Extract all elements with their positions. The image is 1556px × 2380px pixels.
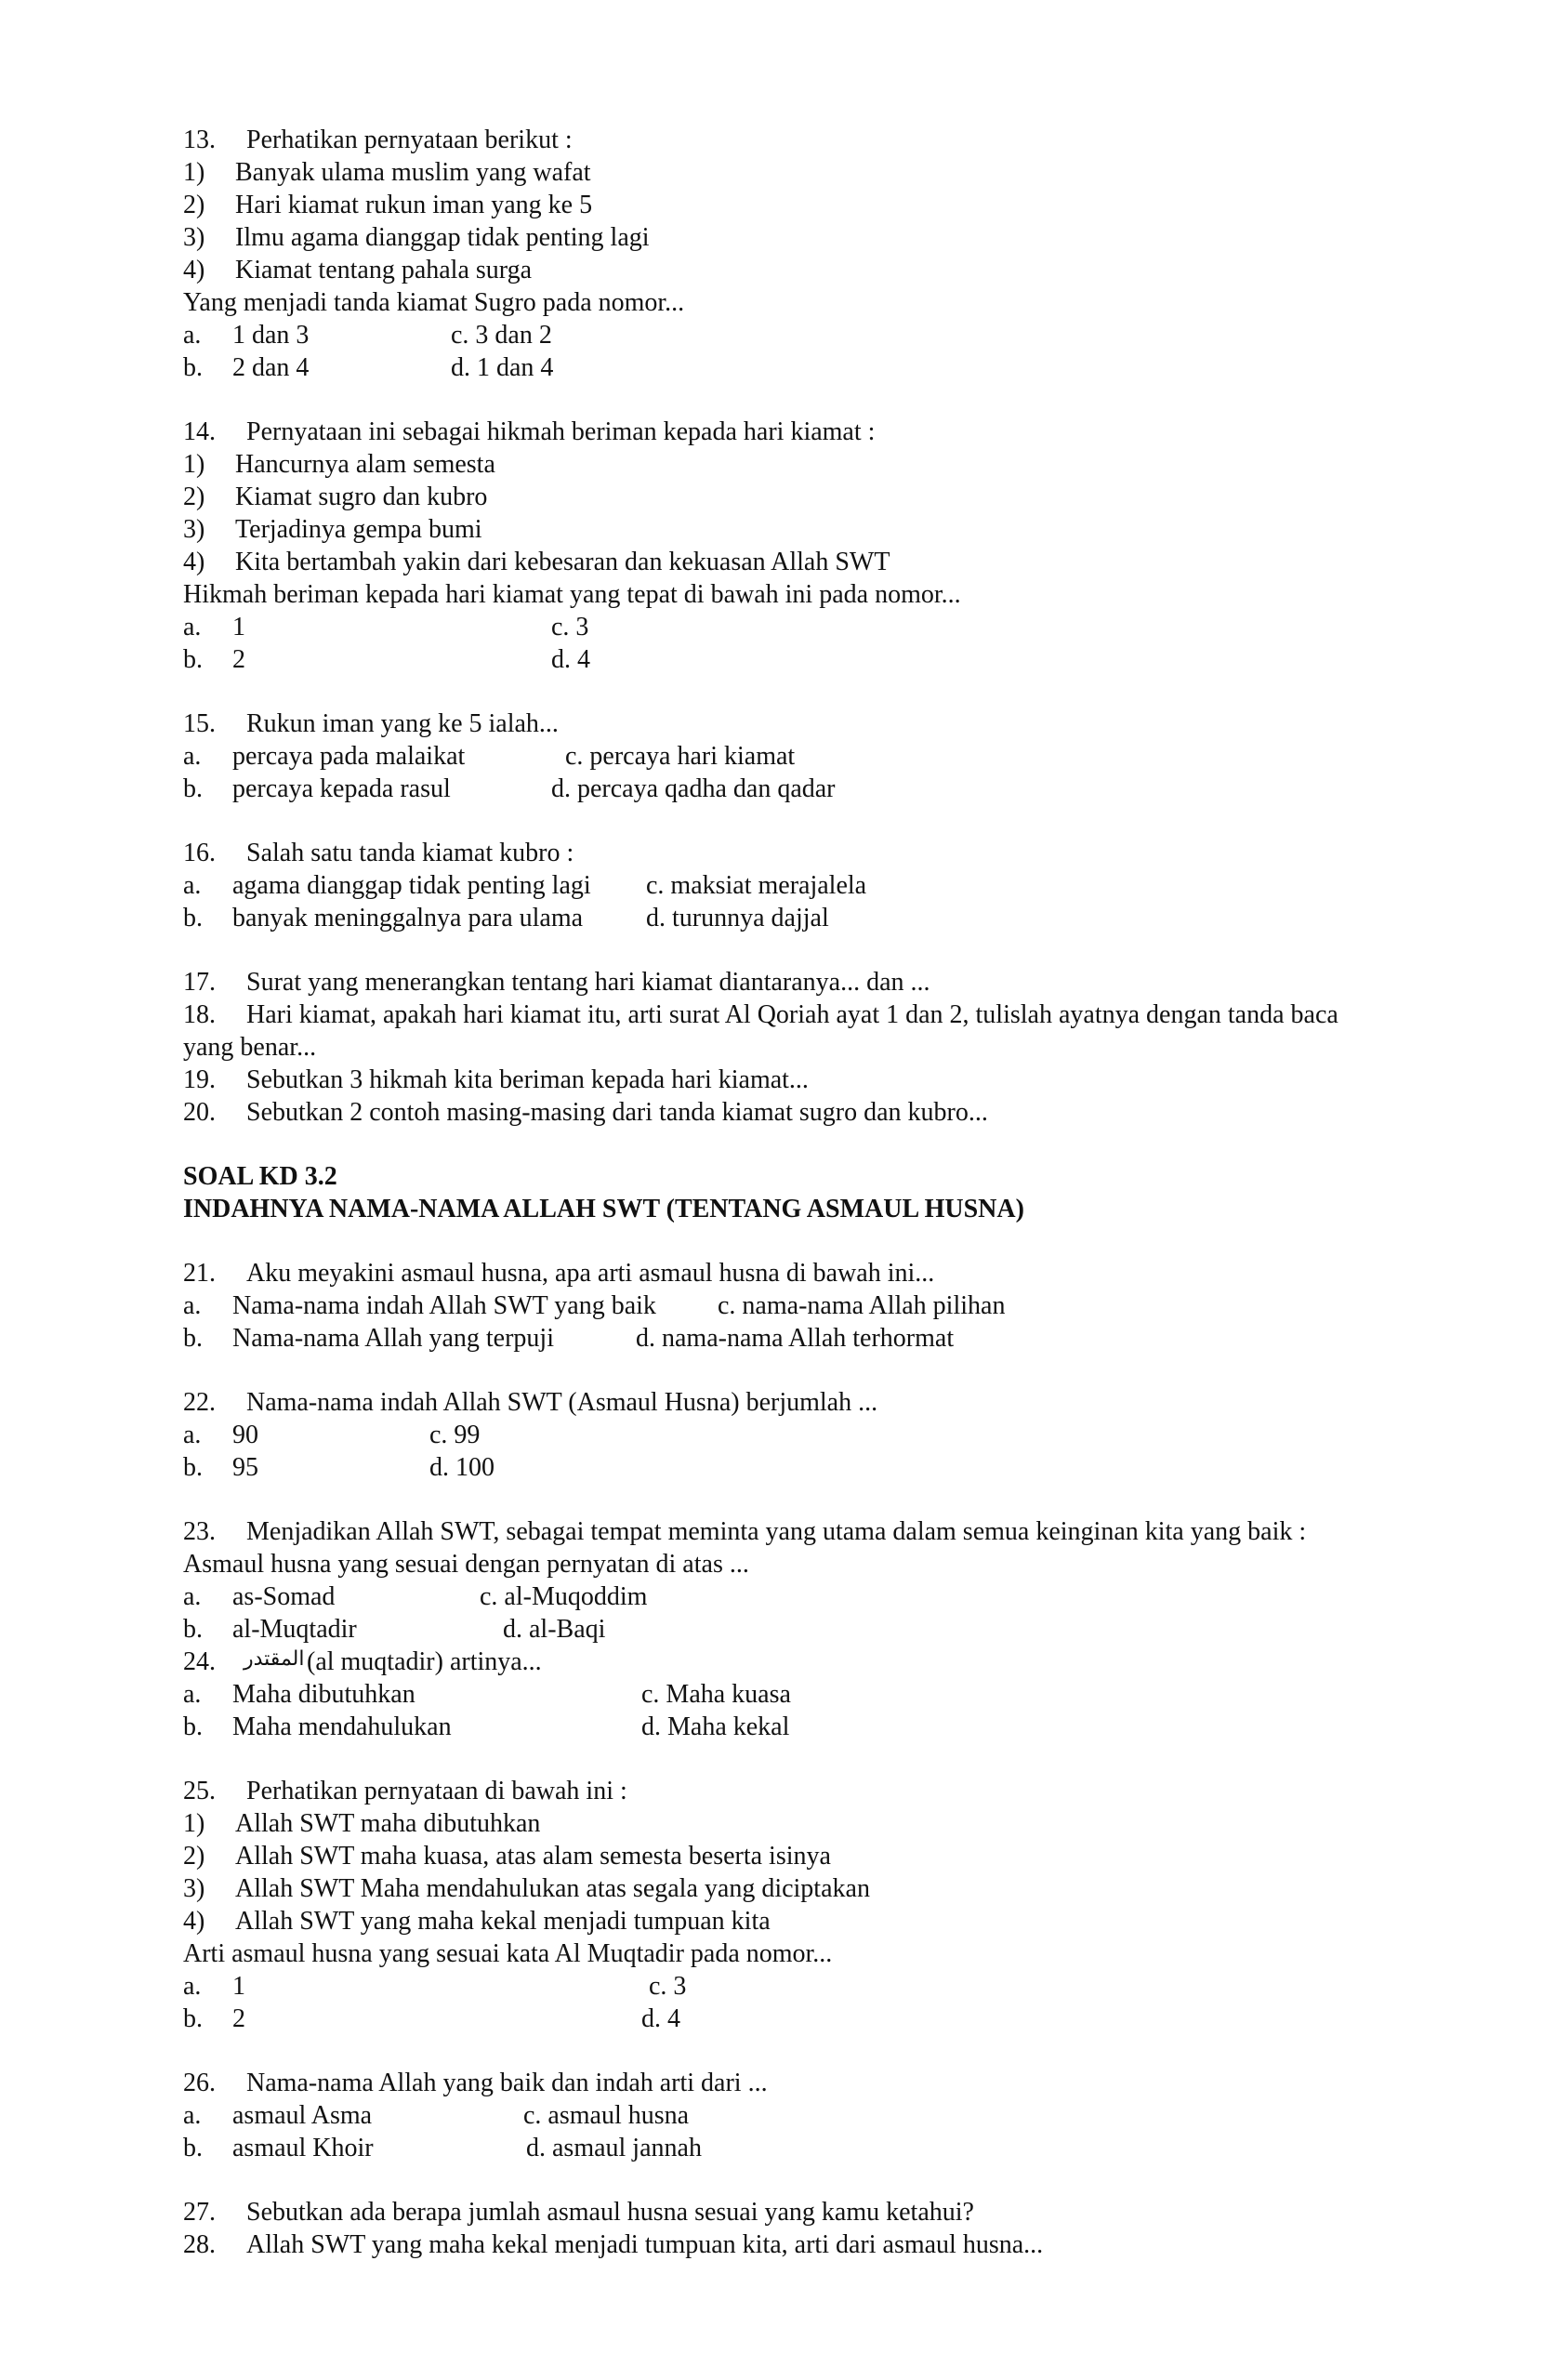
option-letter: a. xyxy=(183,871,202,900)
item-text: Hari kiamat rukun iman yang ke 5 xyxy=(235,191,593,219)
section-subtitle: INDAHNYA NAMA-NAMA ALLAH SWT (TENTANG ASMAUL HUSNA) xyxy=(183,1195,1024,1223)
option-text: 1 xyxy=(232,1972,245,2001)
question-number: 14. xyxy=(183,417,216,446)
option-text: al-Muqtadir xyxy=(232,1615,357,1644)
question-stem: Aku meyakini asmaul husna, apa arti asmaul husna di bawah ini... xyxy=(246,1259,935,1288)
option-text: Nama-nama indah Allah SWT yang baik xyxy=(232,1291,656,1320)
option-text: asmaul Asma xyxy=(232,2101,373,2130)
item-text: Banyak ulama muslim yang wafat xyxy=(235,158,591,187)
option-text: 1 xyxy=(232,613,245,641)
option-text: 2 xyxy=(232,2004,245,2033)
option-text: c. Maha kuasa xyxy=(641,1680,791,1709)
option-text: agama dianggap tidak penting lagi xyxy=(232,871,591,900)
question-number: 20. xyxy=(183,1098,216,1127)
option-text: c. nama-nama Allah pilihan xyxy=(718,1291,1006,1320)
item-text: Kiamat sugro dan kubro xyxy=(235,483,488,511)
option-text: d. nama-nama Allah terhormat xyxy=(636,1324,955,1353)
option-letter: b. xyxy=(183,904,203,932)
option-letter: b. xyxy=(183,774,203,803)
question-stem: Menjadikan Allah SWT, sebagai tempat meminta yang utama dalam semua keinginan kita yang baik : xyxy=(246,1517,1307,1546)
item-text: Ilmu agama dianggap tidak penting lagi xyxy=(235,223,650,252)
item-text: Allah SWT maha kuasa, atas alam semesta beserta isinya xyxy=(235,1842,831,1871)
section-title: SOAL KD 3.2 xyxy=(183,1162,337,1191)
option-text: Maha mendahulukan xyxy=(232,1712,452,1741)
question-number: 19. xyxy=(183,1065,216,1094)
question-stem: Perhatikan pernyataan berikut : xyxy=(246,126,573,154)
option-text: c. al-Muqoddim xyxy=(480,1582,648,1611)
option-letter: b. xyxy=(183,1453,203,1482)
question-number: 26. xyxy=(183,2069,216,2097)
question-stem: Allah SWT yang maha kekal menjadi tumpuan kita, arti dari asmaul husna... xyxy=(246,2230,1044,2259)
question-stem: Nama-nama Allah yang baik dan indah arti dari ... xyxy=(246,2069,768,2097)
item-number: 3) xyxy=(183,1874,205,1903)
question-prompt: Yang menjadi tanda kiamat Sugro pada nomor... xyxy=(183,288,685,317)
item-number: 2) xyxy=(183,1842,205,1871)
option-text: d. 1 dan 4 xyxy=(451,353,554,382)
option-text: c. percaya hari kiamat xyxy=(565,742,796,771)
item-number: 1) xyxy=(183,450,205,479)
option-text: 2 dan 4 xyxy=(232,353,310,382)
question-number: 18. xyxy=(183,1000,216,1029)
option-text: d. percaya qadha dan qadar xyxy=(551,774,836,803)
question-stem: Pernyataan ini sebagai hikmah beriman kepada hari kiamat : xyxy=(246,417,876,446)
question-number: 17. xyxy=(183,968,216,997)
question-stem: Sebutkan 3 hikmah kita beriman kepada hari kiamat... xyxy=(246,1065,809,1094)
option-letter: b. xyxy=(183,1712,203,1741)
option-text: d. Maha kekal xyxy=(641,1712,790,1741)
question-number: 24. xyxy=(183,1647,216,1676)
item-number: 2) xyxy=(183,191,205,219)
option-text: as-Somad xyxy=(232,1582,336,1611)
question-number: 28. xyxy=(183,2230,216,2259)
option-text: 95 xyxy=(232,1453,258,1482)
option-letter: b. xyxy=(183,1324,203,1353)
item-number: 2) xyxy=(183,483,205,511)
option-text: d. 4 xyxy=(641,2004,680,2033)
option-text: c. 3 xyxy=(551,613,589,641)
option-letter: a. xyxy=(183,1291,202,1320)
option-text: Nama-nama Allah yang terpuji xyxy=(232,1324,554,1353)
option-letter: a. xyxy=(183,1972,202,2001)
item-text: Hancurnya alam semesta xyxy=(235,450,495,479)
option-text: 90 xyxy=(232,1421,258,1449)
option-letter: a. xyxy=(183,1680,202,1709)
option-text: c. 99 xyxy=(429,1421,481,1449)
option-text: percaya kepada rasul xyxy=(232,774,451,803)
option-letter: a. xyxy=(183,613,202,641)
question-number: 21. xyxy=(183,1259,216,1288)
question-number: 27. xyxy=(183,2198,216,2227)
question-stem: Nama-nama indah Allah SWT (Asmaul Husna) berjumlah ... xyxy=(246,1388,878,1417)
item-text: Kiamat tentang pahala surga xyxy=(235,256,533,284)
question-stem: Sebutkan ada berapa jumlah asmaul husna sesuai yang kamu ketahui? xyxy=(246,2198,974,2227)
option-text: c. asmaul husna xyxy=(523,2101,690,2130)
question-prompt: Hikmah beriman kepada hari kiamat yang tepat di bawah ini pada nomor... xyxy=(183,580,961,609)
question-number: 25. xyxy=(183,1777,216,1805)
item-number: 3) xyxy=(183,515,205,544)
item-number: 4) xyxy=(183,548,205,576)
question-prompt: Asmaul husna yang sesuai dengan pernyatan di atas ... xyxy=(183,1550,749,1579)
option-text: 2 xyxy=(232,645,245,674)
question-stem: Salah satu tanda kiamat kubro : xyxy=(246,839,574,867)
item-text: Terjadinya gempa bumi xyxy=(235,515,482,544)
option-text: asmaul Khoir xyxy=(232,2134,374,2162)
option-text: percaya pada malaikat xyxy=(232,742,466,771)
option-letter: b. xyxy=(183,353,203,382)
option-text: c. 3 xyxy=(649,1972,687,2001)
question-stem: (al muqtadir) artinya... xyxy=(307,1647,542,1676)
option-text: d. asmaul jannah xyxy=(526,2134,702,2162)
item-text: Allah SWT Maha mendahulukan atas segala yang diciptakan xyxy=(235,1874,870,1903)
option-letter: a. xyxy=(183,321,202,350)
question-stem-continuation: yang benar... xyxy=(183,1033,317,1062)
item-number: 3) xyxy=(183,223,205,252)
option-text: d. al-Baqi xyxy=(503,1615,606,1644)
question-stem: Surat yang menerangkan tentang hari kiamat diantaranya... dan ... xyxy=(246,968,930,997)
option-letter: b. xyxy=(183,1615,203,1644)
option-text: d. 100 xyxy=(429,1453,494,1482)
question-stem: Sebutkan 2 contoh masing-masing dari tanda kiamat sugro dan kubro... xyxy=(246,1098,988,1127)
option-letter: b. xyxy=(183,645,203,674)
option-letter: b. xyxy=(183,2004,203,2033)
item-number: 4) xyxy=(183,256,205,284)
option-text: c. 3 dan 2 xyxy=(451,321,552,350)
item-text: Allah SWT yang maha kekal menjadi tumpuan kita xyxy=(235,1907,771,1936)
option-text: d. turunnya dajjal xyxy=(646,904,829,932)
question-number: 13. xyxy=(183,126,216,154)
option-letter: a. xyxy=(183,1582,202,1611)
question-number: 22. xyxy=(183,1388,216,1417)
item-number: 1) xyxy=(183,158,205,187)
option-text: Maha dibutuhkan xyxy=(232,1680,415,1709)
item-number: 1) xyxy=(183,1809,205,1838)
question-number: 15. xyxy=(183,709,216,738)
option-letter: a. xyxy=(183,1421,202,1449)
question-stem: Perhatikan pernyataan di bawah ini : xyxy=(246,1777,627,1805)
item-number: 4) xyxy=(183,1907,205,1936)
question-stem: Rukun iman yang ke 5 ialah... xyxy=(246,709,559,738)
option-text: c. maksiat merajalela xyxy=(646,871,867,900)
item-text: Allah SWT maha dibutuhkan xyxy=(235,1809,541,1838)
question-number: 23. xyxy=(183,1517,216,1546)
question-stem: Hari kiamat, apakah hari kiamat itu, arti surat Al Qoriah ayat 1 dan 2, tulislah ayatnya dengan tanda baca xyxy=(246,1000,1338,1029)
question-prompt: Arti asmaul husna yang sesuai kata Al Muqtadir pada nomor... xyxy=(183,1939,833,1968)
option-text: d. 4 xyxy=(551,645,590,674)
option-text: 1 dan 3 xyxy=(232,321,310,350)
arabic-word: المقتدر xyxy=(244,1647,305,1671)
option-letter: b. xyxy=(183,2134,203,2162)
item-text: Kita bertambah yakin dari kebesaran dan kekuasan Allah SWT xyxy=(235,548,890,576)
option-text: banyak meninggalnya para ulama xyxy=(232,904,584,932)
option-letter: a. xyxy=(183,742,202,771)
option-letter: a. xyxy=(183,2101,202,2130)
question-number: 16. xyxy=(183,839,216,867)
